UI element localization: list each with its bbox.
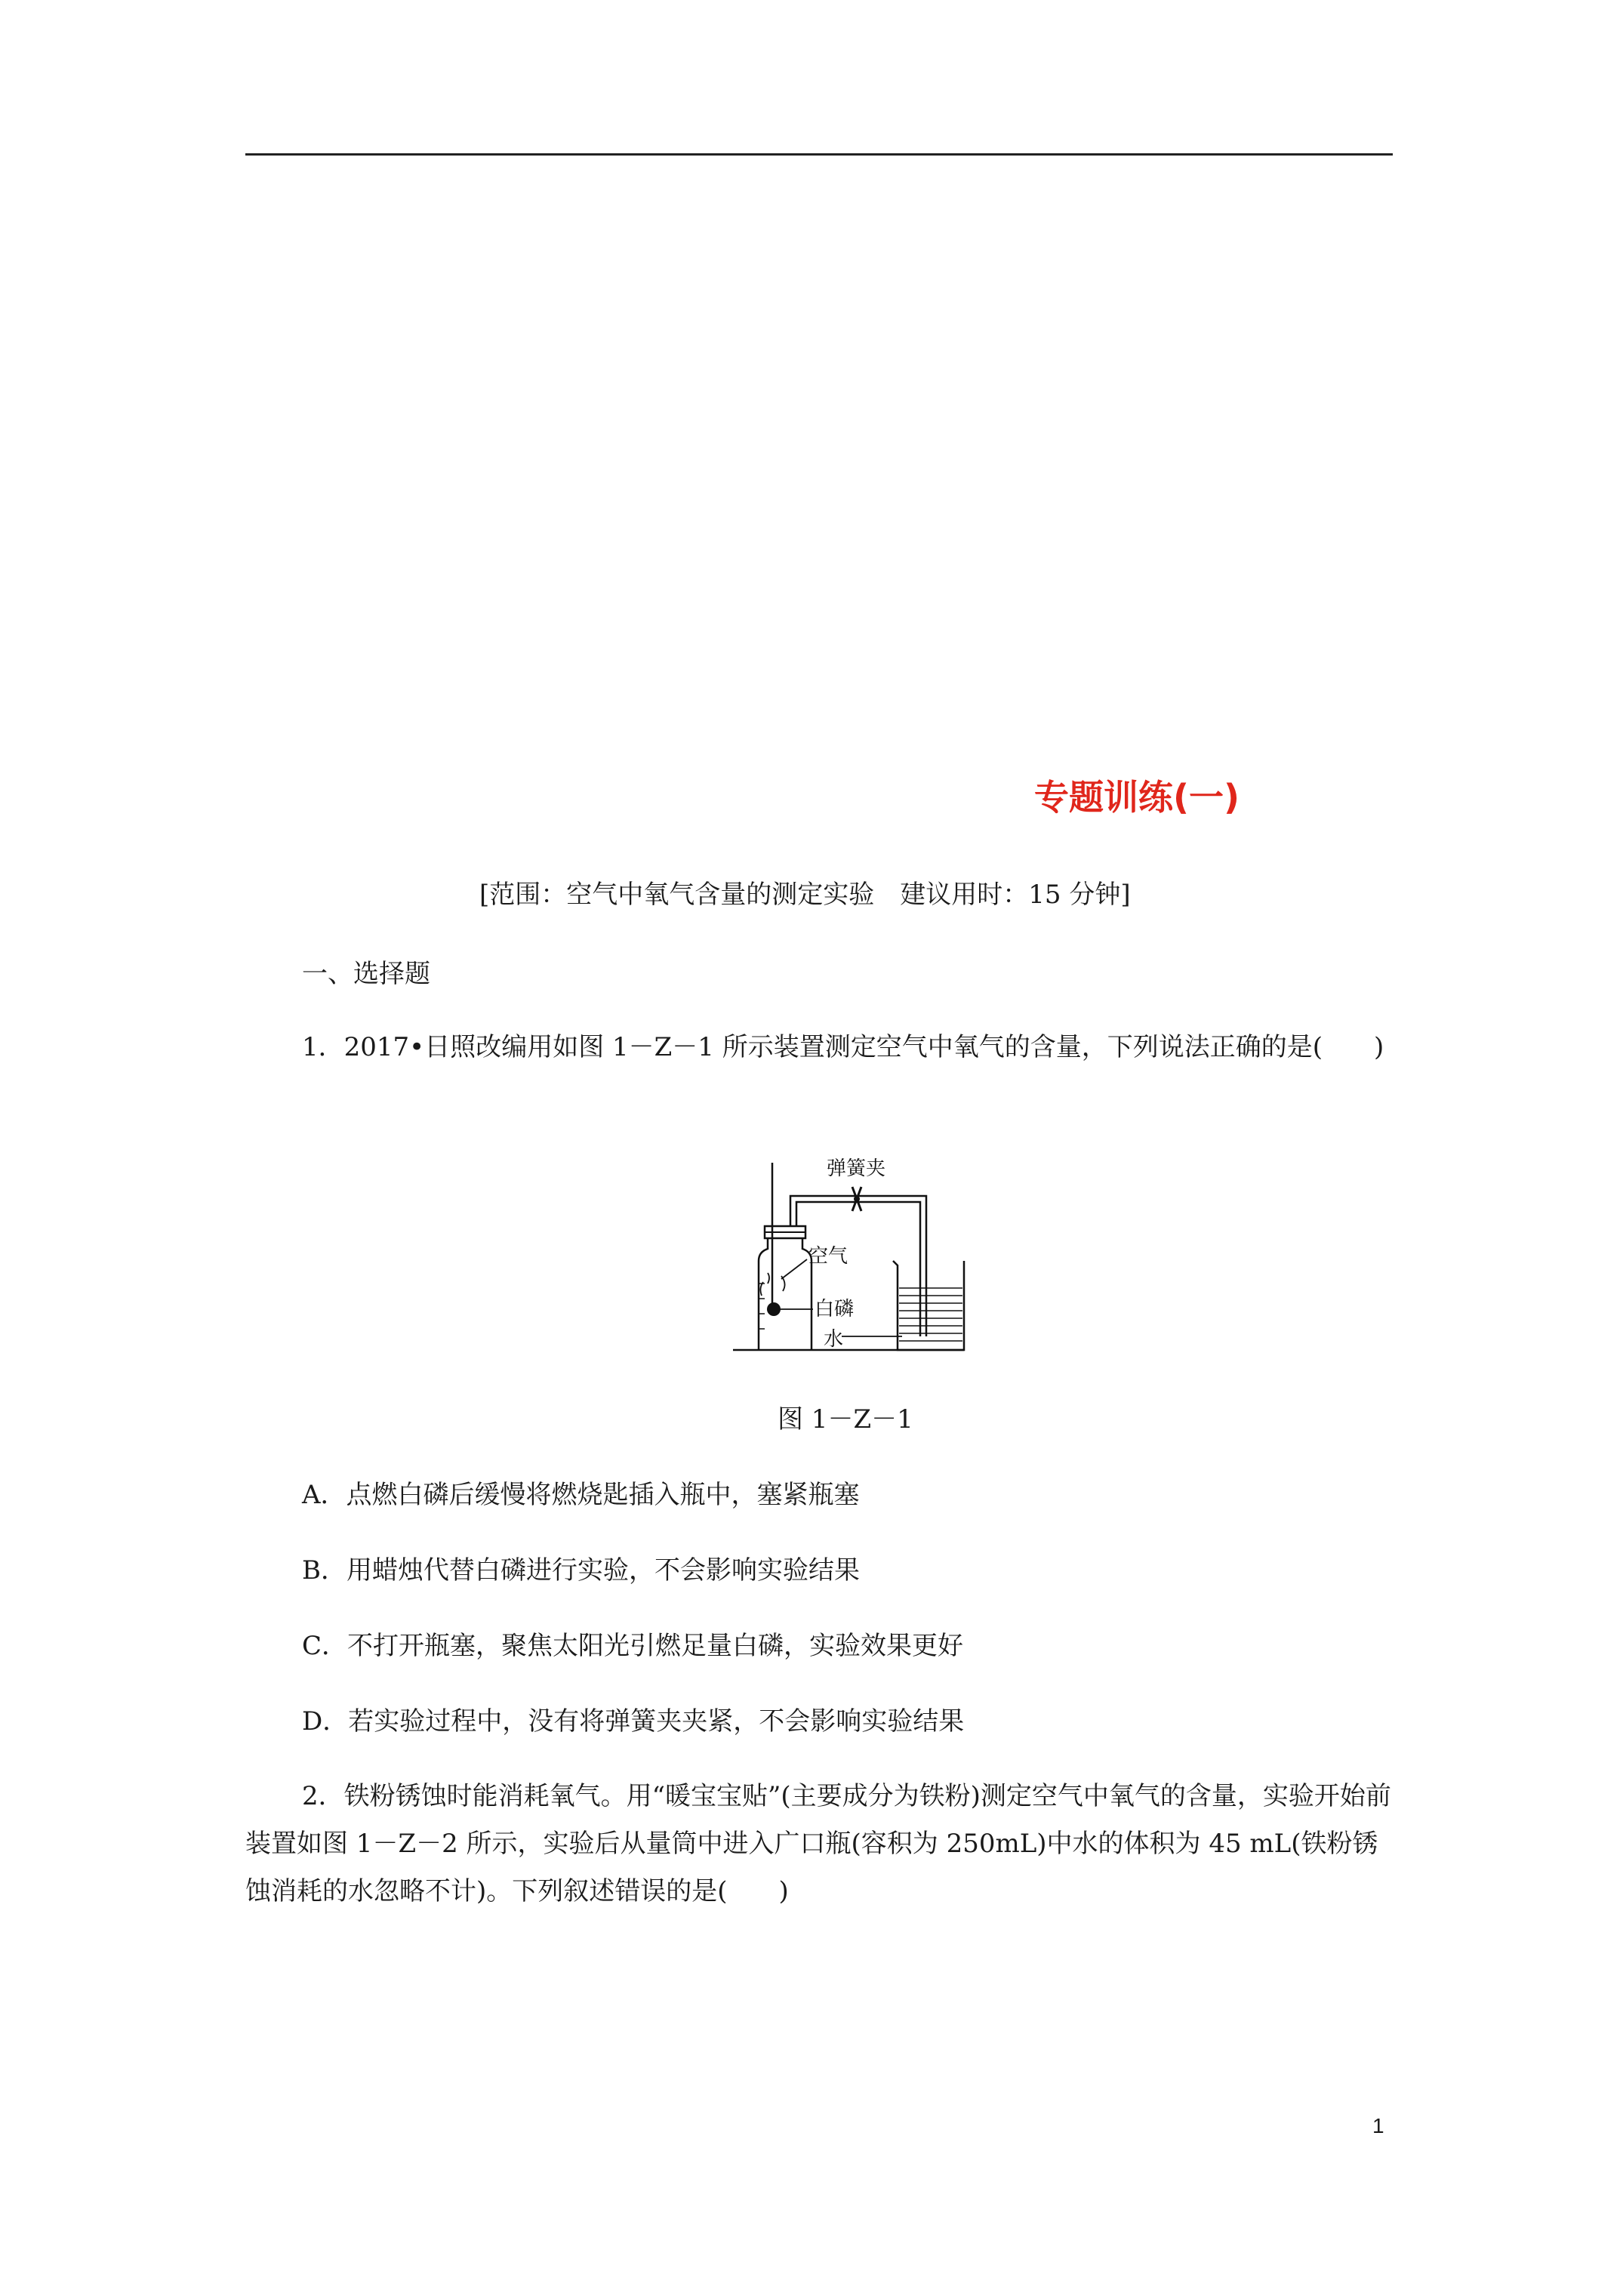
beaker [893,1261,964,1350]
document-title: 专题训练(一) [1034,777,1240,818]
gas-jar [759,1237,812,1350]
header-rule [245,153,1393,156]
option-a: A．点燃白磷后缓慢将燃烧匙插入瓶中，塞紧瓶塞 [302,1480,860,1510]
label-clamp: 弹簧夹 [827,1157,886,1180]
document-subtitle: [范围：空气中氧气含量的测定实验 建议用时：15 分钟] [479,880,1131,910]
figure-caption: 图 1－Z－1 [778,1404,913,1435]
white-phosphorus [767,1302,781,1316]
option-b: B．用蜡烛代替白磷进行实验，不会影响实验结果 [302,1555,860,1586]
label-air: 空气 [808,1245,848,1268]
section-heading: 一、选择题 [302,959,430,989]
beaker-water [899,1288,962,1341]
page-number: 1 [1372,2114,1384,2137]
option-d: D．若实验过程中，没有将弹簧夹夹紧，不会影响实验结果 [302,1706,965,1737]
label-water: 水 [824,1328,844,1351]
option-c: C．不打开瓶塞，聚焦太阳光引燃足量白磷，实验效果更好 [302,1631,964,1661]
question-2-text: 2．铁粉锈蚀时能消耗氧气。用“暖宝宝贴”(主要成分为铁粉)测定空气中氧气的含量，实验开始前装置如图 1－Z－2 所示，实验后从量筒中进入广口瓶(容积为 250mL)中水的体积为 45 mL(铁粉锈蚀消耗的水忽略不计)。下列叙述错误的是( ) [245,1781,1391,1906]
apparatus-figure [728,1148,966,1359]
question-1-text: 1．2017•日照改编用如图 1－Z－1 所示装置测定空气中氧气的含量，下列说法正确的是( ) [302,1032,1384,1062]
label-phosphorus: 白磷 [815,1298,855,1321]
